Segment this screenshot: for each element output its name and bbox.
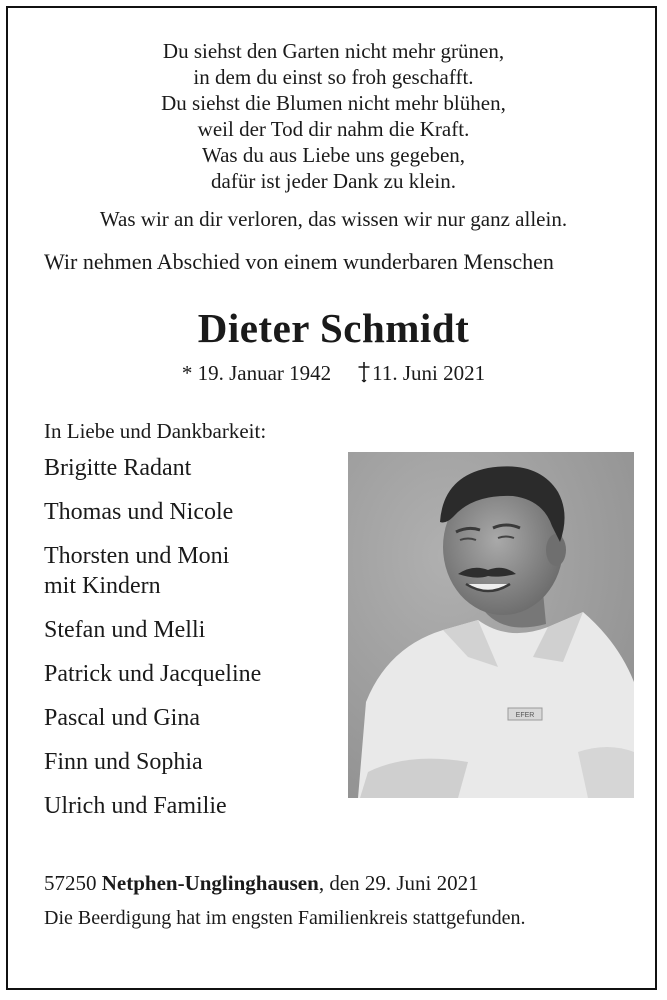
list-item: Pascal und Gina [44, 705, 200, 731]
poem-line: dafür ist jeder Dank zu klein. [211, 169, 456, 193]
farewell-intro: Wir nehmen Abschied von einem wunderbaren Menschen [44, 249, 554, 274]
mourners-list [44, 453, 344, 835]
poem-line: in dem du einst so froh geschafft. [193, 65, 474, 89]
deceased-name: Dieter Schmidt [197, 305, 470, 351]
portrait-image [348, 452, 634, 798]
poem-closing-line: Was wir an dir verloren, das wissen wir nur ganz allein. [99, 207, 568, 231]
notice-date: , den 29. Juni 2021 [318, 871, 479, 895]
dagger-cross-icon [357, 361, 371, 389]
list-item [44, 541, 344, 601]
poem-line: Du siehst die Blumen nicht mehr blühen, [161, 91, 506, 115]
list-item: Ulrich und Familie [44, 793, 227, 819]
poem-line: Was du aus Liebe uns gegeben, [201, 143, 466, 167]
poem-line: Du siehst den Garten nicht mehr grünen, [162, 39, 505, 63]
list-item: Patrick und Jacqueline [44, 661, 262, 687]
place-and-date [44, 870, 479, 896]
poem-line: weil der Tod dir nahm die Kraft. [197, 117, 470, 141]
postcode: 57250 [44, 871, 97, 895]
list-item-line: Thorsten und Moni [44, 543, 230, 569]
portrait-photo [348, 452, 634, 798]
birth-date: * 19. Januar 1942 [181, 361, 332, 385]
list-item: Stefan und Melli [44, 617, 206, 643]
place-name: Netphen-Unglinghausen [101, 871, 319, 895]
life-dates [0, 360, 667, 389]
poem [0, 38, 667, 232]
list-item: Thomas und Nicole [44, 499, 234, 525]
shirt-label: EFER [515, 712, 535, 719]
list-item: Brigitte Radant [44, 455, 192, 481]
death-date: 11. Juni 2021 [372, 361, 486, 385]
funeral-note: Die Beerdigung hat im engsten Familienkreis stattgefunden. [44, 907, 526, 929]
list-item-line: mit Kindern [44, 573, 161, 599]
family-heading: In Liebe und Dankbarkeit: [44, 419, 267, 443]
list-item: Finn und Sophia [44, 749, 203, 775]
